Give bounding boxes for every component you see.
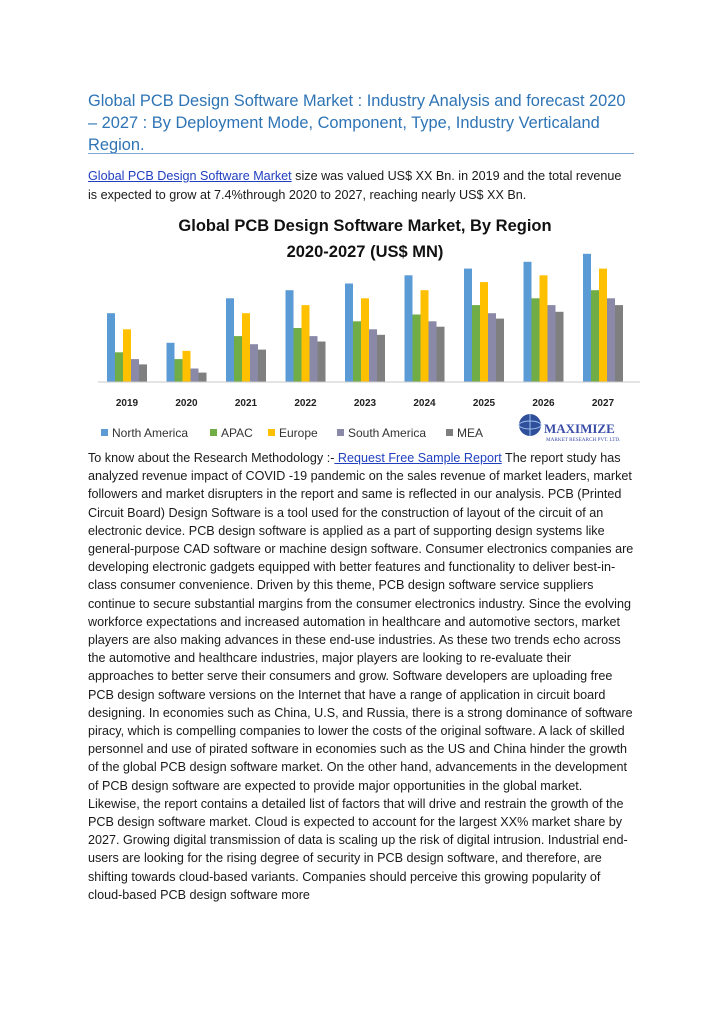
title-divider (88, 153, 634, 154)
document-title: Global PCB Design Software Market : Industry Analysis and forecast 2020 – 2027 : By Deployment Mode, Component, Type, Industry Verticaland Region. (88, 92, 626, 154)
bar-south-america-2027 (607, 298, 615, 382)
x-tick-label-2022: 2022 (294, 398, 317, 409)
maximize-logo (519, 414, 620, 443)
bar-europe-2019 (123, 329, 131, 382)
chart-subtitle: 2020-2027 (US$ MN) (286, 243, 444, 261)
bar-north-america-2021 (226, 298, 234, 382)
chart-legend (101, 426, 483, 440)
body-text: The report study has analyzed revenue impact of COVID -19 pandemic on the sales revenue of market leaders, market followers and market disrupters in the report and same is reflected in our analysis. PCB (Printed Circuit Board) Design Software is a tool used for the construction of layout of the circuit of an electronic device. PCB design software is applied as a part of supporting design systems like general-purpose CAD software or machine design software. Consumer electronics companies are developing electronic gadgets equipped with better features and functionality to deliver best-in-class consumer convenience. Driven by this theme, PCB design software service suppliers continue to secure substantial margins from the consumer electronics industry. Since the evolving workforce expectations and increased automation in healthcare and automotive sectors, market players are also making advances in these end-use industries. As these two trends echo across the automotive and healthcare industries, major players are looking to re-evaluate their approaches to better serve their consumers and grow. Software developers are uploading free PCB design software versions on the Internet that have a range of application in circuit board designing. In economies such as China, U.S, and Russia, there is a strong dominance of software piracy, which is compelling companies to lower the costs of the original software. A lack of skilled personnel and use of pirated software in economies such as the US and China hinder the growth of the global PCB design software market. On the other hand, advancements in the development of PCB design software are expected to provide major opportunities in the global market. Likewise, the report contains a detailed list of factors that will drive and restrain the growth of the PCB design software market. Cloud is expected to account for the largest XX% market share by 2027. Growing digital transmission of data is scaling up the risk of digital intrusion. Industrial end-users are looking for the rising degree of security in PCB design software, and therefore, are shifting towards cloud-based variants. Companies should perceive this growing popularity of cloud-based PCB design software more (88, 451, 634, 902)
bar-europe-2021 (242, 313, 250, 382)
bar-south-america-2025 (488, 313, 496, 382)
methodology-lead: To know about the Research Methodology :- (88, 451, 335, 465)
x-tick-label-2024: 2024 (413, 398, 436, 409)
bar-south-america-2023 (369, 329, 377, 382)
bar-apac-2027 (591, 290, 599, 382)
legend-swatch-south-america (337, 429, 344, 436)
bar-europe-2026 (540, 275, 548, 382)
bar-apac-2023 (353, 321, 361, 382)
legend-swatch-north-america (101, 429, 108, 436)
bar-mea-2027 (615, 305, 623, 382)
legend-swatch-apac (210, 429, 217, 436)
legend-swatch-mea (446, 429, 453, 436)
intro-text: size was valued US$ XX Bn. in 2019 and the total revenue is expected to grow at 7.4%through 2020 to 2027, reaching nearly US$ XX Bn. (88, 169, 622, 202)
bar-north-america-2019 (107, 313, 115, 382)
x-tick-label-2026: 2026 (532, 398, 555, 409)
body-paragraph (88, 449, 636, 904)
x-tick-label-2021: 2021 (234, 398, 258, 409)
globe-icon (519, 414, 541, 436)
bar-north-america-2020 (167, 343, 175, 382)
bar-europe-2022 (302, 305, 310, 382)
chart-title: Global PCB Design Software Market, By Region (178, 217, 552, 235)
intro-paragraph (88, 167, 634, 205)
bar-europe-2025 (480, 282, 488, 382)
bar-europe-2020 (183, 351, 191, 382)
bar-europe-2027 (599, 269, 607, 382)
bar-south-america-2024 (429, 321, 437, 382)
legend-label-south-america: South America (348, 426, 427, 440)
x-tick-label-2027: 2027 (591, 398, 615, 409)
bar-north-america-2023 (345, 284, 353, 383)
bar-north-america-2024 (405, 275, 413, 382)
bar-apac-2025 (472, 305, 480, 382)
bar-mea-2024 (437, 327, 445, 382)
bar-north-america-2027 (583, 254, 591, 382)
legend-label-north-america: North America (112, 426, 189, 440)
bar-mea-2025 (496, 319, 504, 382)
sample-report-link[interactable]: Request Free Sample Report (334, 451, 502, 465)
logo-wordmark: MAXIMIZE (544, 421, 615, 436)
bar-north-america-2026 (524, 262, 532, 382)
bar-apac-2021 (234, 336, 242, 382)
bar-south-america-2021 (250, 344, 258, 382)
bar-north-america-2025 (464, 269, 472, 382)
bar-apac-2019 (115, 352, 123, 382)
legend-swatch-europe (268, 429, 275, 436)
bar-south-america-2026 (548, 305, 556, 382)
chart-bars (107, 254, 623, 382)
x-tick-label-2023: 2023 (353, 398, 377, 409)
region-bar-chart (88, 210, 648, 450)
x-tick-label-2025: 2025 (472, 398, 496, 409)
x-tick-label-2019: 2019 (115, 398, 139, 409)
bar-apac-2020 (175, 359, 183, 382)
bar-mea-2021 (258, 350, 266, 382)
bar-south-america-2020 (191, 369, 199, 383)
legend-label-mea: MEA (457, 426, 484, 440)
bar-mea-2020 (199, 373, 207, 383)
chart-svg (88, 210, 648, 450)
legend-label-apac: APAC (221, 426, 253, 440)
x-tick-label-2020: 2020 (175, 398, 198, 409)
legend-label-europe: Europe (279, 426, 318, 440)
x-axis-ticks (116, 398, 615, 409)
bar-mea-2022 (318, 342, 326, 383)
bar-europe-2024 (421, 290, 429, 382)
bar-apac-2026 (532, 298, 540, 382)
bar-mea-2019 (139, 364, 147, 382)
market-report-link[interactable]: Global PCB Design Software Market (88, 169, 292, 183)
bar-apac-2022 (294, 328, 302, 382)
bar-north-america-2022 (286, 290, 294, 382)
bar-apac-2024 (413, 315, 421, 383)
bar-europe-2023 (361, 298, 369, 382)
logo-tagline: MARKET RESEARCH PVT. LTD. (546, 437, 621, 443)
bar-south-america-2022 (310, 336, 318, 382)
bar-mea-2026 (556, 312, 564, 382)
bar-south-america-2019 (131, 359, 139, 382)
bar-mea-2023 (377, 335, 385, 382)
